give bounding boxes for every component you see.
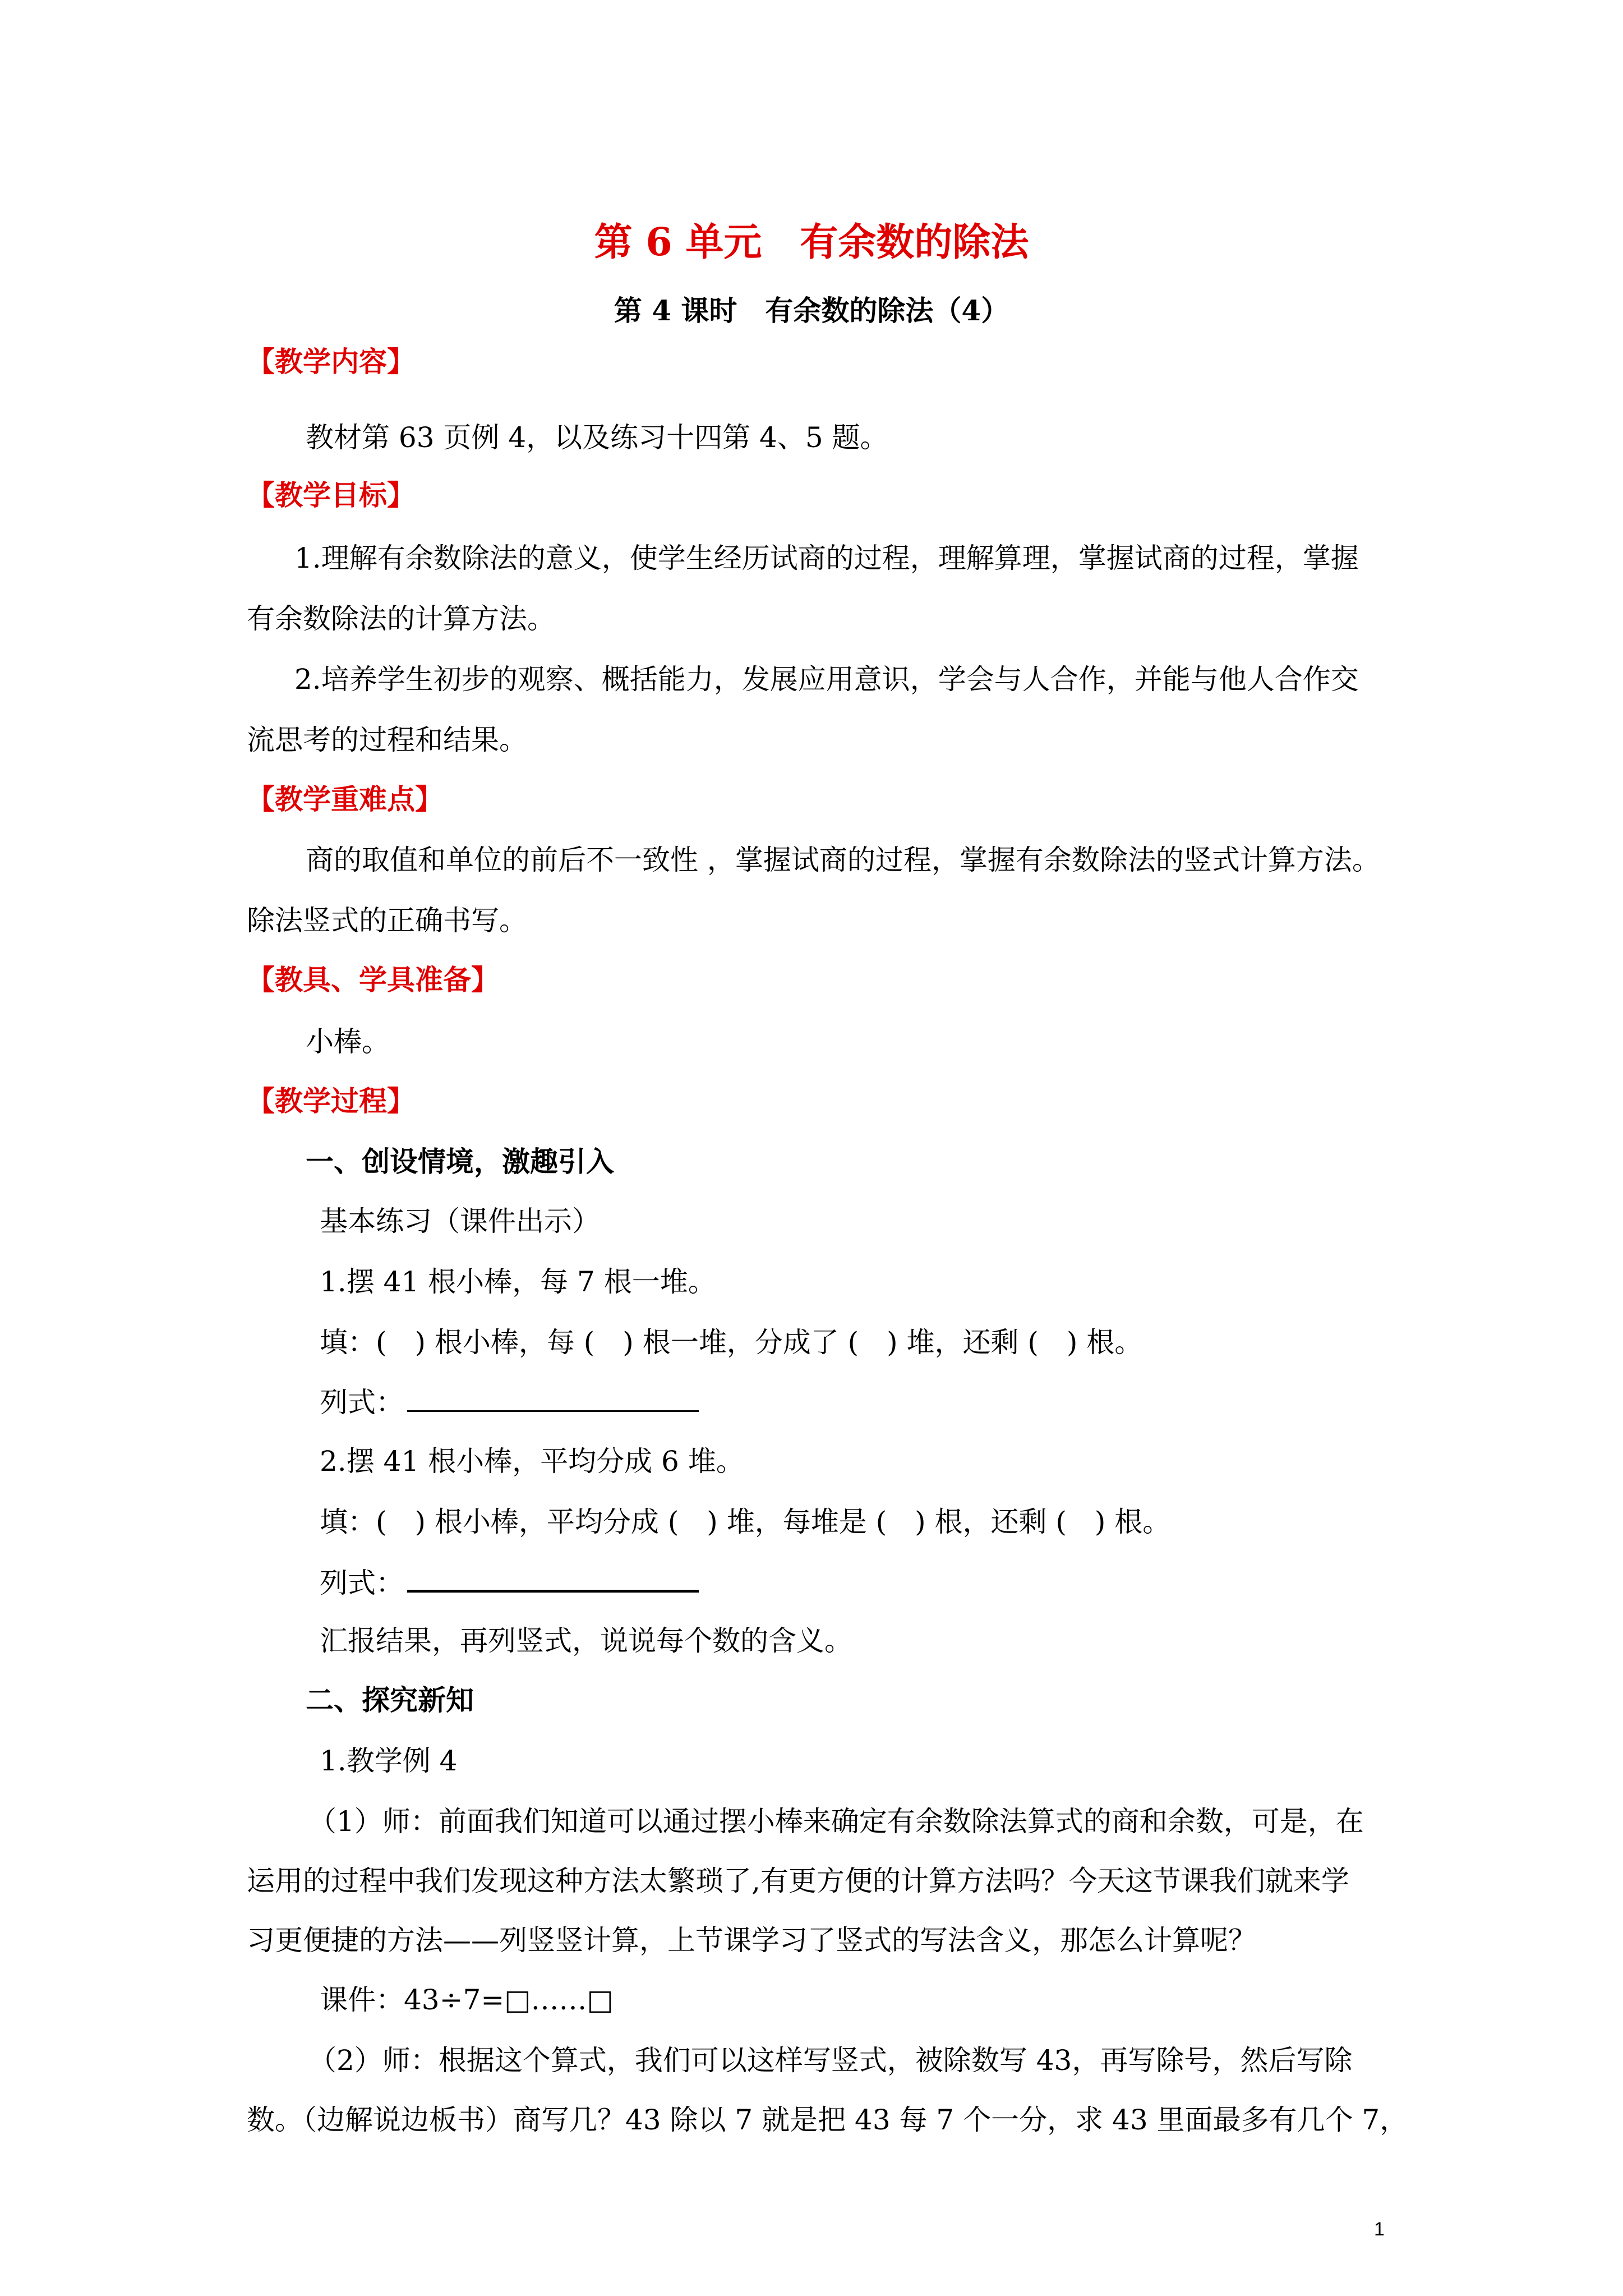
paragraph-line: 2.培养学生初步的观察、概括能力，发展应用意识，学会与人合作，并能与他人合作交 <box>294 663 1359 696</box>
paragraph-line: 运用的过程中我们发现这种方法太繁琐了,有更方便的计算方法吗？今天这节课我们就来学 <box>247 1865 1349 1897</box>
paragraph-line: 除法竖式的正确书写。 <box>247 904 527 937</box>
section-heading-process: 【教学过程】 <box>247 1084 415 1117</box>
paragraph-line: 数。（边解说边板书）商写几？43 除以 7 就是把 43 每 7 个一分，求 43 里面最多有几个 7， <box>247 2104 1408 2136</box>
formula-label: 列式： <box>320 1567 404 1599</box>
paragraph-line: 1.理解有余数除法的意义，使学生经历试商的过程，理解算理，掌握试商的过程，掌握 <box>294 542 1359 574</box>
paragraph-line: 教材第 63 页例 4，以及练习十四第 4、5 题。 <box>306 421 888 454</box>
paragraph-line: 基本练习（课件出示） <box>320 1205 600 1237</box>
paragraph-line: 有余数除法的计算方法。 <box>247 602 555 635</box>
lesson-subtitle: 第 4 课时 有余数的除法（4） <box>614 294 1009 327</box>
paragraph-line: 2.摆 41 根小棒，平均分成 6 堆。 <box>320 1445 744 1478</box>
answer-blank[interactable] <box>407 1382 699 1412</box>
paragraph-line: 小棒。 <box>306 1025 390 1058</box>
section-heading-content: 【教学内容】 <box>247 345 415 378</box>
formula-line <box>320 1562 699 1603</box>
formula-label: 列式： <box>320 1386 404 1419</box>
section-heading-prep: 【教具、学具准备】 <box>247 963 499 996</box>
step-heading: 二、探究新知 <box>306 1683 474 1717</box>
paragraph-line: 1.摆 41 根小棒，每 7 根一堆。 <box>320 1266 716 1298</box>
paragraph-line: （2）师：根据这个算式，我们可以这样写竖式，被除数写 43，再写除号，然后写除 <box>308 2044 1353 2077</box>
formula-line <box>320 1382 699 1422</box>
section-heading-goals: 【教学目标】 <box>247 478 415 512</box>
paragraph-line: 填：( ) 根小棒，平均分成 ( ) 堆，每堆是 ( ) 根，还剩 ( ) 根。 <box>320 1506 1171 1538</box>
step-heading: 一、创设情境，激趣引入 <box>306 1145 614 1178</box>
paragraph-line: 习更便捷的方法——列竖竖计算，上节课学习了竖式的写法含义，那怎么计算呢？ <box>247 1924 1256 1957</box>
page-number: 1 <box>1374 2219 1385 2240</box>
answer-blank[interactable] <box>407 1562 699 1593</box>
paragraph-line: （1）师：前面我们知道可以通过摆小棒来确定有余数除法算式的商和余数，可是，在 <box>308 1805 1364 1838</box>
paragraph-line: 1.教学例 4 <box>320 1745 458 1777</box>
paragraph-line: 商的取值和单位的前后不一致性 ，掌握试商的过程，掌握有余数除法的竖式计算方法。 <box>306 844 1380 876</box>
paragraph-line: 汇报结果，再列竖式，说说每个数的含义。 <box>320 1625 852 1657</box>
paragraph-line: 课件：43÷7=□……□ <box>320 1984 614 2016</box>
paragraph-line: 流思考的过程和结果。 <box>247 724 527 756</box>
section-heading-keypoints: 【教学重难点】 <box>247 783 443 816</box>
page-title: 第 6 单元 有余数的除法 <box>594 220 1029 265</box>
paragraph-line: 填：( ) 根小棒，每 ( ) 根一堆，分成了 ( ) 堆，还剩 ( ) 根。 <box>320 1326 1143 1359</box>
